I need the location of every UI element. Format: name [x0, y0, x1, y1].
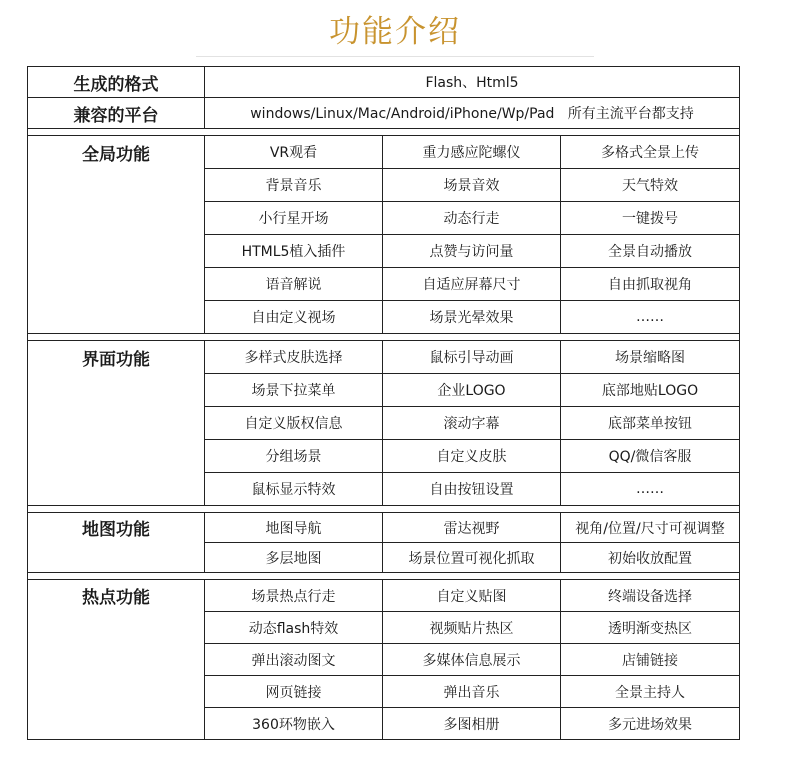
- table-row: [28, 708, 740, 740]
- label-spacer: [28, 676, 205, 708]
- feature-cell: 天气特效: [561, 169, 740, 202]
- feature-cell: 初始收放配置: [561, 543, 740, 573]
- label-spacer: [28, 202, 205, 235]
- feature-cell: 点赞与访问量: [383, 235, 561, 268]
- feature-cell: 360环物嵌入: [205, 708, 383, 740]
- feature-cell: 场景音效: [383, 169, 561, 202]
- feature-cell: 鼠标显示特效: [205, 473, 383, 506]
- table-row: [28, 136, 740, 169]
- label-spacer: [28, 440, 205, 473]
- feature-cell: 自由定义视场: [205, 301, 383, 334]
- platform-value: windows/Linux/Mac/Android/iPhone/Wp/Pad 所有主流平台都支持: [205, 98, 740, 129]
- page-title: 功能介绍: [329, 14, 461, 50]
- feature-cell: 底部菜单按钮: [561, 407, 740, 440]
- table-row: [28, 169, 740, 202]
- table-row: [28, 543, 740, 573]
- feature-table: [27, 66, 740, 740]
- feature-cell: ……: [561, 301, 740, 334]
- section-label-map: 地图功能: [28, 513, 205, 543]
- feature-cell: HTML5植入插件: [205, 235, 383, 268]
- feature-cell: 透明渐变热区: [561, 612, 740, 644]
- label-spacer: [28, 301, 205, 334]
- feature-cell: 弹出滚动图文: [205, 644, 383, 676]
- feature-cell: 雷达视野: [383, 513, 561, 543]
- feature-cell: 店铺链接: [561, 644, 740, 676]
- feature-cell: 地图导航: [205, 513, 383, 543]
- feature-cell: 多媒体信息展示: [383, 644, 561, 676]
- table-row: [28, 580, 740, 612]
- feature-cell: 自适应屏幕尺寸: [383, 268, 561, 301]
- feature-cell: 全景主持人: [561, 676, 740, 708]
- format-value: Flash、Html5: [205, 67, 740, 98]
- platform-row: [28, 98, 740, 129]
- label-spacer: [28, 235, 205, 268]
- section-separator: [28, 129, 740, 136]
- table-row: [28, 374, 740, 407]
- label-spacer: [28, 473, 205, 506]
- feature-cell: 自定义皮肤: [383, 440, 561, 473]
- feature-cell: 网页链接: [205, 676, 383, 708]
- section-separator: [28, 334, 740, 341]
- feature-cell: QQ/微信客服: [561, 440, 740, 473]
- feature-cell: 滚动字幕: [383, 407, 561, 440]
- section-label-global: 全局功能: [28, 136, 205, 169]
- section-separator: [28, 573, 740, 580]
- feature-cell: 分组场景: [205, 440, 383, 473]
- title-divider: [196, 56, 594, 57]
- feature-cell: 多样式皮肤选择: [205, 341, 383, 374]
- feature-cell: 视角/位置/尺寸可视调整: [561, 513, 740, 543]
- label-spacer: [28, 374, 205, 407]
- feature-cell: 鼠标引导动画: [383, 341, 561, 374]
- label-spacer: [28, 169, 205, 202]
- feature-cell: 动态flash特效: [205, 612, 383, 644]
- feature-cell: 企业LOGO: [383, 374, 561, 407]
- label-spacer: [28, 268, 205, 301]
- feature-cell: VR观看: [205, 136, 383, 169]
- feature-cell: 场景缩略图: [561, 341, 740, 374]
- table-row: [28, 644, 740, 676]
- table-row: [28, 407, 740, 440]
- feature-cell: 终端设备选择: [561, 580, 740, 612]
- feature-cell: 场景位置可视化抓取: [383, 543, 561, 573]
- table-row: [28, 301, 740, 334]
- section-label-hotspot: 热点功能: [28, 580, 205, 612]
- label-spacer: [28, 708, 205, 740]
- feature-cell: 背景音乐: [205, 169, 383, 202]
- table-row: [28, 440, 740, 473]
- format-row: [28, 67, 740, 98]
- feature-cell: 场景热点行走: [205, 580, 383, 612]
- feature-cell: 动态行走: [383, 202, 561, 235]
- label-spacer: [28, 407, 205, 440]
- table-row: [28, 513, 740, 543]
- separator-cell: [28, 334, 740, 341]
- table-row: [28, 676, 740, 708]
- label-spacer: [28, 644, 205, 676]
- feature-cell: 视频贴片热区: [383, 612, 561, 644]
- label-spacer: [28, 612, 205, 644]
- feature-cell: 自定义版权信息: [205, 407, 383, 440]
- feature-cell: 弹出音乐: [383, 676, 561, 708]
- table-row: [28, 612, 740, 644]
- feature-cell: 多层地图: [205, 543, 383, 573]
- feature-cell: 小行星开场: [205, 202, 383, 235]
- separator-cell: [28, 129, 740, 136]
- table-row: [28, 235, 740, 268]
- table-row: [28, 268, 740, 301]
- feature-cell: 自由按钮设置: [383, 473, 561, 506]
- feature-cell: 场景下拉菜单: [205, 374, 383, 407]
- section-separator: [28, 506, 740, 513]
- feature-cell: 一键拨号: [561, 202, 740, 235]
- platform-label: 兼容的平台: [28, 98, 205, 129]
- table-row: [28, 202, 740, 235]
- feature-cell: 多元进场效果: [561, 708, 740, 740]
- table-row: [28, 341, 740, 374]
- table-row: [28, 473, 740, 506]
- format-label: 生成的格式: [28, 67, 205, 98]
- feature-cell: 重力感应陀螺仪: [383, 136, 561, 169]
- label-spacer: [28, 543, 205, 573]
- feature-cell: 场景光晕效果: [383, 301, 561, 334]
- feature-cell: 多图相册: [383, 708, 561, 740]
- feature-cell: 自由抓取视角: [561, 268, 740, 301]
- feature-cell: 全景自动播放: [561, 235, 740, 268]
- feature-cell: 多格式全景上传: [561, 136, 740, 169]
- separator-cell: [28, 573, 740, 580]
- section-label-interface: 界面功能: [28, 341, 205, 374]
- feature-cell: 语音解说: [205, 268, 383, 301]
- feature-cell: 自定义贴图: [383, 580, 561, 612]
- separator-cell: [28, 506, 740, 513]
- feature-cell: ……: [561, 473, 740, 506]
- feature-cell: 底部地贴LOGO: [561, 374, 740, 407]
